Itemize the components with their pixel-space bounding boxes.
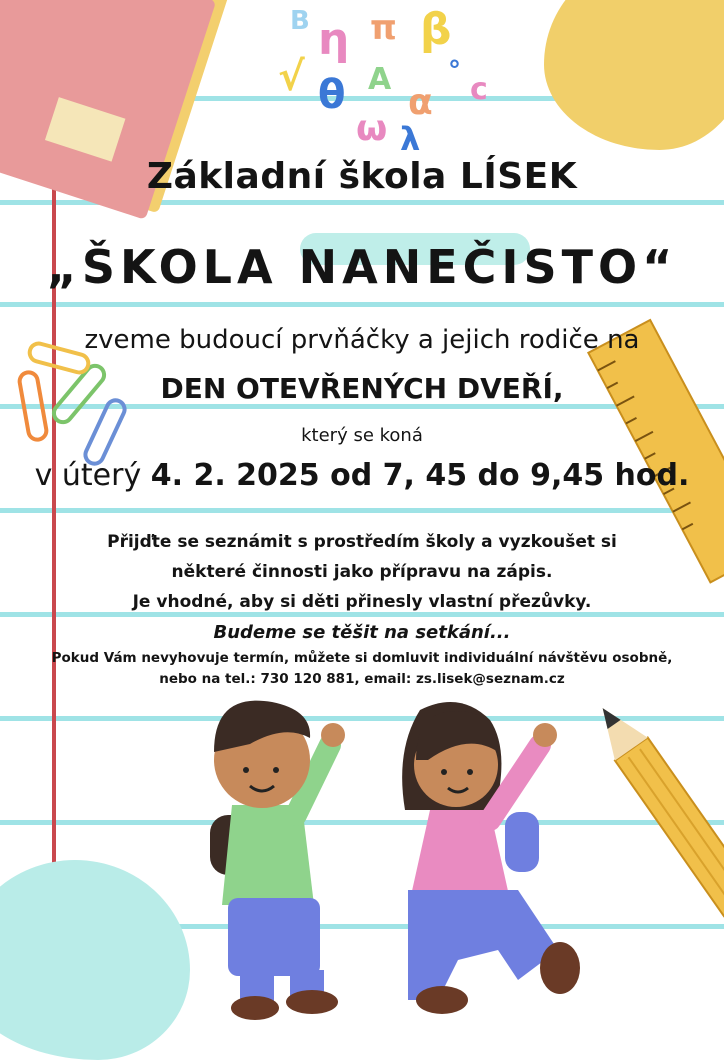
- contact-line: Pokud Vám nevyhovuje termín, můžete si domluvit individuální návštěvu osobně,: [51, 650, 673, 666]
- letter-decoration: λ: [400, 120, 421, 158]
- event-title: „ŠKOLA NANEČISTO“: [46, 240, 678, 294]
- letter-decoration: √: [278, 54, 305, 100]
- letter-decoration: A: [368, 62, 392, 97]
- event-date: [0, 458, 724, 493]
- paragraph-line: Je vhodné, aby si děti přinesly vlastní přezůvky.: [132, 592, 592, 612]
- date-prefix: v úterý: [34, 458, 151, 493]
- letter-decoration: π: [370, 8, 397, 48]
- letter-decoration: β: [420, 4, 452, 55]
- school-name: Základní škola LÍSEK: [146, 156, 578, 197]
- date-value: 4. 2. 2025 od 7, 45 do 9,45 hod.: [150, 458, 690, 493]
- pencil-icon: [586, 697, 724, 917]
- open-day-heading: DEN OTEVŘENÝCH DVEŘÍ,: [160, 372, 564, 405]
- letter-decoration: ω: [356, 108, 388, 149]
- paragraph-line: některé činnosti jako přípravu na zápis.: [171, 562, 553, 582]
- held-line: který se koná: [301, 425, 423, 446]
- paragraph-line: Přijďte se seznámit s prostředím školy a vyzkoušet si: [107, 532, 617, 552]
- invite-line: zveme budoucí prvňáčky a jejich rodiče na: [84, 325, 640, 355]
- boy-illustration: [210, 701, 345, 1020]
- letter-decoration: θ: [318, 72, 346, 118]
- girl-illustration: [402, 702, 580, 1014]
- letter-decoration: °: [448, 56, 461, 86]
- contact-line: nebo na tel.: 730 120 881, email: zs.lisek@seznam.cz: [159, 671, 565, 687]
- closing-line: Budeme se těšit na setkání...: [213, 622, 511, 643]
- letter-decoration: η: [318, 14, 350, 65]
- letter-decoration: α: [408, 82, 433, 123]
- letter-decoration: B: [290, 6, 310, 36]
- letter-decoration: c: [470, 72, 488, 107]
